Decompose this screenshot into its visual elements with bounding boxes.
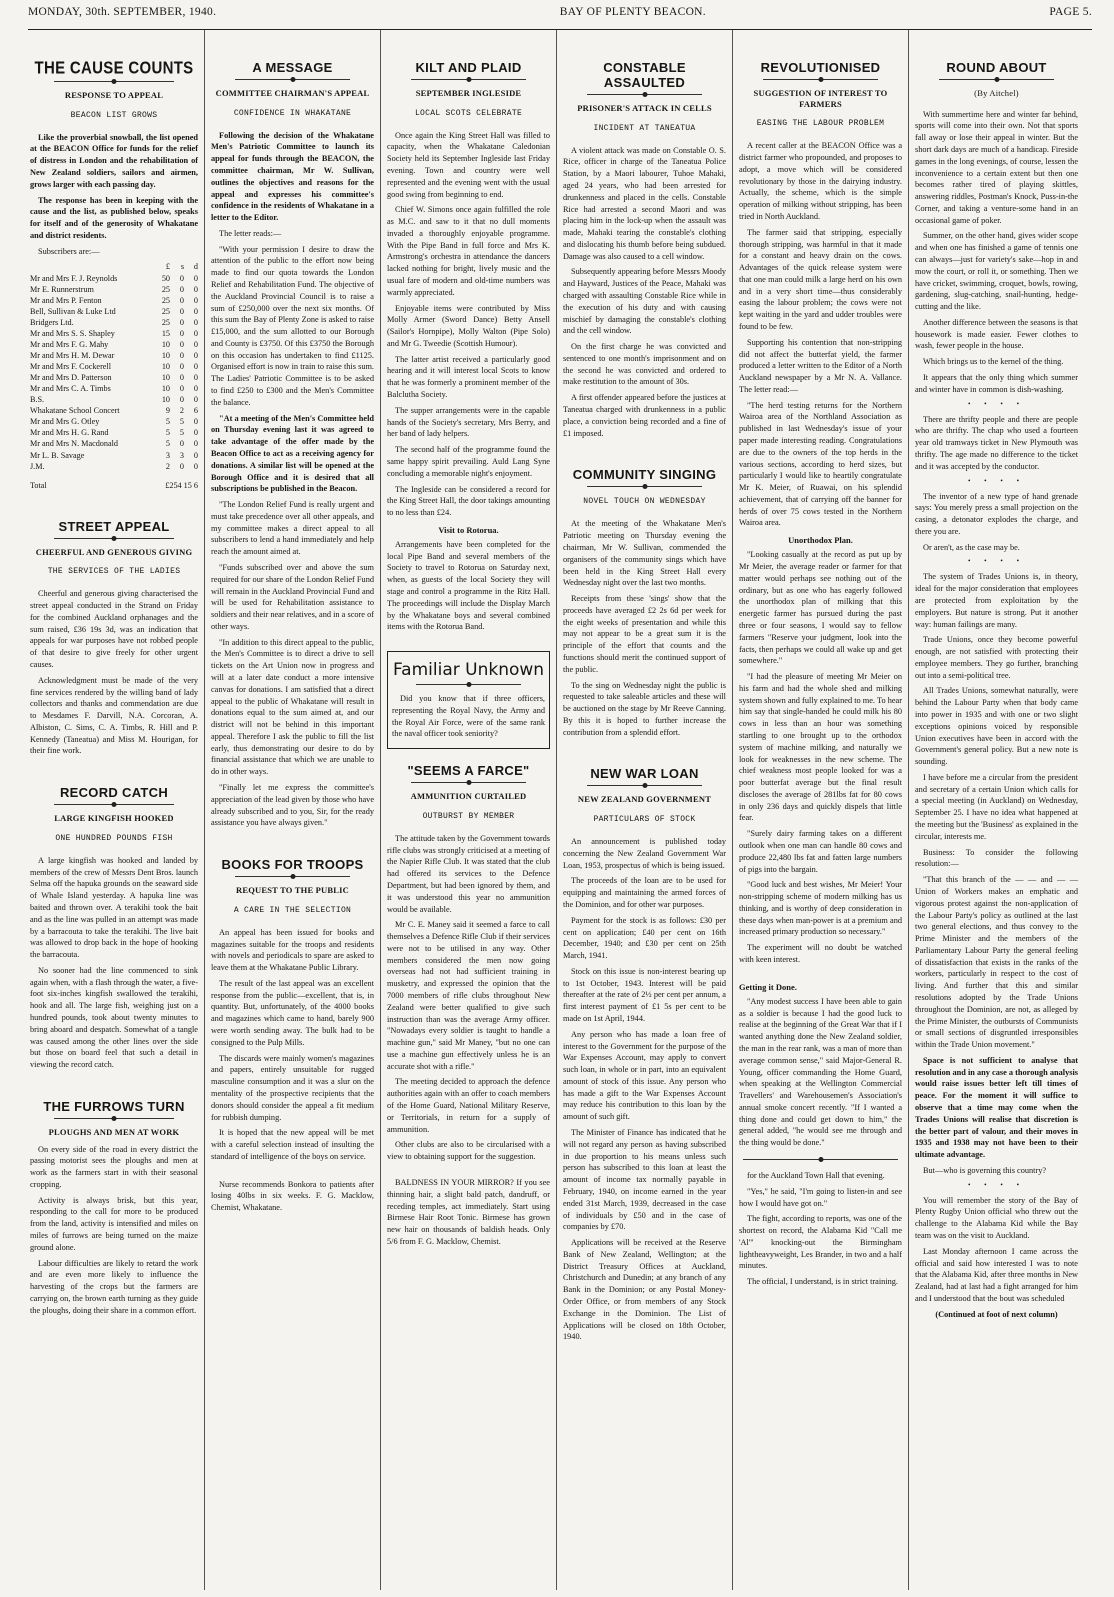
subscriber-name: Mr and Mrs F. J. Reynolds: [30, 273, 118, 283]
subscriber-row: [30, 350, 198, 361]
paragraph: Acknowledgment must be made of the very fine services rendered by the willing band of lady collectors and thanks and commendation are due to Mesdames F. Darvill, N.A. Corcoran, A. Albiston, C. Sims, C. A. Timbs, R. Hill and P. Kennedy (Taneatua) and Miss M. Hourigan, for their fine work.: [30, 675, 198, 756]
total-row: [30, 472, 198, 491]
amount-pounds: 9: [165, 406, 170, 416]
subscriber-name: Mr and Mrs H. M. Dewar: [30, 350, 115, 360]
paragraph: The Minister of Finance has indicated that he will not regard any person as having subscribed in due proportion to his means unless such person has subscribed to this loan at least the amount of income tax normally payable in February, 1940, on income earned in the year ended 31st March, 1939, decreased in the case of individuals by £50 and in the case of companies by £70.: [563, 1128, 726, 1232]
headline-seems-a-farce: "SEEMS A FARCE": [407, 763, 530, 779]
paragraph: Labour difficulties are likely to retard the work and are even more likely to influence the harvesting of the crops but the farmers are carrying on, the brown earth turning as they guide the ploughs, doing their share in a common effort.: [30, 1258, 198, 1315]
paragraph: The latter artist received a particularly good hearing and it will interest local Scots to know that he was formerly a prominent member of the Balclutha Society.: [387, 354, 550, 400]
paragraph: Enjoyable items were contributed by Miss Molly Armer (Sword Dance) Betty Ansell (Sailor's Hornpipe), Molly Walton (Pipe Solo) and Mr G. Tweedie (Scottish Humour).: [387, 303, 550, 348]
paragraph: Space is not sufficient to analyse that resolution and in any case a thorough analysis would raise issues better left till times of peace. For the moment it will suffice to observe that a time may come when the Trades Unions will realise that discretion is the better part of valour, and their moves in 1935 and 1938 may not have been to their ultimate advantage.: [915, 1055, 1078, 1160]
paragraph: "Yes," he said, "I'm going to listen-in and see how I would have got on.": [739, 1186, 902, 1208]
paragraph: Cheerful and generous giving characterised the street appeal conducted in the Strand on Friday for the combined Auckland orphanages and the sum raised, £36 19s 3d, was an indication that appeals for war purposes have not robbed people of that desire to give freely for other urgent causes.: [30, 589, 198, 669]
subscriber-row: [30, 438, 198, 449]
paragraph: "Finally let me express the committee's appreciation of the lead given by those who have already subscribed and to you, Sir, for the ready assistance you have always given.": [211, 783, 374, 828]
column-6: [908, 30, 1084, 1590]
amount-shillings: 0: [179, 395, 184, 405]
paragraph: "Looking casually at the record as put up by Mr Meier, the average reader or farmer for that matter would perhaps see nothing out of the ordinary, but as one who has eagerly followed the unorthodox plan of milking that this energetic farmer has pursued during the past three or four seasons, I would say to fellow farmers "Reserve your judgment, look into the facts, then perhaps we could all wake up and get somewhere.": [739, 550, 902, 666]
divider: [411, 782, 526, 783]
paragraph: Following the decision of the Whakatane Men's Patriotic Committee to launch its appeal for funds through the BEACON, the committee chairman, Mr W. Sullivan, outlines the objectives and reasons for the appeal and expresses his committee's confidence in the residents of Whakatane in a letter to the Editor.: [211, 130, 374, 223]
paragraph: "The London Relief Fund is really urgent and must take precedence over all other appeals, and my committee makes a direct appeal to all subscribers to lend a hand immediately and help reach the amount aimed at.: [211, 500, 374, 557]
kicker: OUTBURST BY MEMBER: [422, 811, 515, 821]
paragraph: An announcement is published today concerning the New Zealand Government War Loan, 1953, prospectus of which is being issued.: [563, 837, 726, 870]
kicker: INCIDENT AT TANEATUA: [593, 123, 696, 133]
section-heading: Visit to Rotorua.: [438, 524, 499, 535]
paragraph: "At a meeting of the Men's Committee held on Thursday evening last it was agreed to take advantage of the offer made by the Beacon Office to act as a receiving agency for donations. A similar list will be opened at the Borough Office and it is desired that all subscriptions be published in the Beacon.: [211, 413, 374, 494]
divider: [939, 79, 1054, 80]
amount-pounds: 25: [161, 306, 170, 316]
headline-new-war-loan: NEW WAR LOAN: [590, 766, 699, 782]
amount-shillings: 0: [179, 350, 184, 360]
familiar-unknown-box: [387, 651, 550, 749]
paragraph: "That this branch of the — — and — — Union of Workers makes an emphatic and vigorous protest against the non-application of the Labour Party's policy as outlined at the last two general elections, and thus convey to the Prime Minister and the members of the Parliamentary Labour Party the general feeling of dissatisfaction that exists in the ranks of the workers, particularly in respect to the cost of living. And further that this and similar resolutions adopted by the Trade Unions throughout the Dominion, are not, as alleged by the Prime Minister, the outbursts of Communists or small sections of disgruntled irresponsibles within the Trade Union movement.": [915, 875, 1078, 1050]
subhead: PRISONER'S ATTACK IN CELLS: [577, 103, 712, 113]
byline: (By Aitchel): [974, 88, 1019, 98]
paragraph: Receipts from these 'sings' show that the proceeds have averaged £2 2s 6d per week for the eight weeks of presentation and while this may not appear to be a great sum it is the principle of the effort that counts and the functions should merit the continued support of the public.: [563, 594, 726, 674]
kicker: BEACON LIST GROWS: [70, 110, 158, 120]
paragraph: "Any modest success I have been able to gain as a soldier is because I had the good luck to realise at the beginning of the Great War that if I wanted anything done the New Zealand soldier, the man in the rear rank, was a man of more than average common sense," said Major-General R. Young, officer commanding the Home Guard, when speaking at the Wellington Commercial Travellers' and Warehousemen's Association's annual smoke concert recently. "If I wanted a thing done and could get down to him," the general added, "he would see me through and the thing would be done.": [739, 996, 902, 1148]
paragraph: To the sing on Wednesday night the public is requested to take saleable articles and these will be auctioned on the stage by Mr Reeve Canning. By this it is hoped to further increase the contribution from a splendid effort.: [563, 680, 726, 737]
subhead: COMMITTEE CHAIRMAN'S APPEAL: [215, 88, 370, 98]
headline-revolutionised: REVOLUTIONISED: [760, 60, 881, 75]
subscriber-row: [30, 317, 198, 328]
kicker: EASING THE LABOUR PROBLEM: [756, 119, 885, 129]
section-separator: • • • •: [967, 557, 1026, 566]
paragraph: Other clubs are also to be circularised with a view to obtaining support for the suggestion.: [387, 1140, 550, 1162]
paragraph: Stock on this issue is non-interest bearing up to 1st October, 1943. Interest will be paid thereafter at the rate of 2½ per cent per annum, a first interest payment of £1 5s per cent to be made on 1st April, 1944.: [563, 966, 726, 1023]
amount-pence: 0: [193, 439, 198, 449]
paragraph: Payment for the stock is as follows: £30 per cent on application; £40 per cent on 16th December, 1940; and £30 per cent on 25th March, 1941.: [563, 915, 726, 961]
subscriber-name: Mr and Mrs H. G. Rand: [30, 428, 109, 438]
issue-date: MONDAY, 30th. SEPTEMBER, 1940.: [28, 6, 217, 18]
paragraph: "The herd testing returns for the Northern Wairoa area of the Northland Association as published in last Wednesday's issue of your paper made interesting reading. Congratulations are due to the owners of the top herds in the various sections, according to herd sizes, but particularly I would like to heartily congratulate Mr K. Meier, of Ruawai, on his splendid achievement, that of carrying off the banner for herds of over 75 cows tested in the Northern Wairoa area.: [739, 400, 902, 528]
subscriber-row: [30, 284, 198, 295]
subscriber-row: [30, 416, 198, 427]
headline-constable-assaulted: CONSTABLE ASSAULTED: [603, 60, 686, 90]
paragraph: "Funds subscribed over and above the sum required for our share of the London Relief Fund will remain in the Auckland Provincial Fund and will be used for Rehabilitation assistance to soldiers and their near relatives, and in a score of other ways.: [211, 562, 374, 631]
column-1: [28, 30, 204, 1590]
paragraph: Did you know that if three officers, representing the Royal Navy, the Army and the Royal Air Force, were of the same rank the naval officer took seniority?: [392, 694, 545, 739]
paragraph: Applications will be received at the Reserve Bank of New Zealand, Wellington; at the District Treasury Offices at Auckland, Christchurch and Dunedin; at any branch of any Bank in the Dominion; or any Postal Money-Order Office, or from members of any Stock Exchange in the Dominion. The List of Applications will be closed on 18th October, 1940.: [563, 1238, 726, 1342]
currency-pence: d: [193, 262, 198, 272]
subscriber-row: [30, 394, 198, 405]
paragraph: Chief W. Simons once again fulfilled the role as M.C. and saw to it that no dull moments invaded a thoroughly enjoyable programme. With the Pipe Band in full force and Mrs K. Armstrong's orchestra in attendance the dancers lacked nothing for bright, lively music and the usual fare of modern and old-time numbers was warmly appreciated.: [387, 205, 550, 297]
amount-pounds: 5: [165, 428, 170, 438]
paragraph: Another difference between the seasons is that housework is made easier. Fewer clothes to wash, fewer people in the house.: [915, 317, 1078, 351]
subscribers-rows: [30, 273, 198, 472]
subscriber-name: Mr and Mrs P. Fenton: [30, 295, 102, 305]
amount-shillings: 2: [179, 406, 184, 416]
amount-pence: 0: [193, 306, 198, 316]
paragraph: A violent attack was made on Constable O. S. Rice, officer in charge of the Taneatua Police Station, by a Maori labourer, Tuhoe Mahaki, aged 24 years, who had been arrested for drunkenness and placed in the cells. Constable Rice had arrested a second Maori and was placing him in the lock-up when the assault was made, Mahaki tearing the constable's clothing and dislocating his thumb before being subdued. Damage was also caused to a cell window.: [563, 145, 726, 261]
subhead: LARGE KINGFISH HOOKED: [54, 813, 174, 824]
subscriber-row: [30, 328, 198, 339]
subscriber-row: [30, 383, 198, 394]
headline-round-about: ROUND ABOUT: [946, 60, 1047, 75]
headline-a-message: A MESSAGE: [252, 60, 333, 75]
paragraph: The supper arrangements were in the capable hands of the Society's secretary, Mrs Berry, and her band of lady helpers.: [387, 405, 550, 439]
page-columns: [28, 30, 1094, 1590]
subscriber-name: Mr and Mrs C. A. Timbs: [30, 384, 111, 394]
paragraph: But—who is governing this country?: [923, 1165, 1047, 1175]
amount-pence: 0: [193, 362, 198, 371]
paragraph: No sooner had the line commenced to sink again when, with a flash through the water, a five-foot six-inches kingfish swallowed the terakihi, hook and all. The large fish, weighing just on a hundred pounds, took about twenty minutes to bring aboard and despatch. Somewhat of a tangle was caused among the other lines over the side but those on board feel that such a detail in viewing the record catch.: [30, 965, 198, 1070]
amount-shillings: 5: [179, 428, 184, 438]
amount-pence: 0: [193, 273, 198, 283]
amount-pounds: 2: [165, 461, 170, 471]
section-heading: Getting it Done.: [739, 981, 797, 992]
subscriber-name: Mr and Mrs S. S. Shapley: [30, 328, 115, 338]
paragraph: Or aren't, as the case may be.: [923, 542, 1020, 552]
paragraph: The fight, according to reports, was one of the shortest on record, the Alabama Kid "Call me 'Al'" knocking-out the Birmingham lightheavyweight, Les Brander, in two and a half minutes.: [739, 1214, 902, 1271]
subhead: CHEERFUL AND GENEROUS GIVING: [35, 546, 193, 557]
currency-shillings: s: [180, 262, 184, 272]
divider: [411, 79, 526, 80]
column-5: [732, 30, 908, 1590]
subscriber-name: Mr and Mrs F. Cockerell: [30, 362, 111, 371]
paragraph: The letter reads:—: [219, 228, 282, 238]
subscriber-row: [30, 427, 198, 438]
paragraph: Which brings us to the kernel of the thing.: [923, 357, 1064, 367]
subscribers-table: [30, 261, 198, 490]
paragraph: A large kingfish was hooked and landed by members of the crew of Messrs Dent Bros. launch Selma off the hapuka grounds on the seaward side of Whale Island yesterday. A hapuka line was baited and thrown over. A terakihi took the bait and as the line was pulled in an attempt was made by a barracouta to take the terakihi. The live bait was allowed to drop back in the hope of hooking the barracouta.: [30, 855, 198, 960]
paragraph: Subsequently appearing before Messrs Moody and Hayward, Justices of the Peace, Mahaki was charged with assaulting Constable Rice while in the execution of his duty and with causing mischief by damaging the constable's clothing and the cell window.: [563, 267, 726, 336]
amount-pounds: 25: [161, 295, 170, 305]
headline-furrows-turn: THE FURROWS TURN: [43, 1098, 185, 1114]
amount-pence: 0: [193, 317, 198, 327]
section-separator: • • • •: [967, 476, 1026, 485]
amount-shillings: 0: [179, 284, 184, 294]
divider: [587, 486, 702, 487]
paragraph: You will remember the story of the Bay of Plenty Rugby Union official who threw out the challenge to the Alabama Kid while the Bay team was on the visit to Auckland.: [915, 1195, 1078, 1241]
divider: [763, 79, 878, 80]
paragraph: A recent caller at the BEACON Office was a district farmer who propounded, and proposes to adopt, a move which will be considered revolutionary by those in the dairying industry. Actually, the scheme, which is the simple operation of milking without stripping, has been tried in North Auckland.: [739, 141, 902, 221]
section-separator: • • • •: [967, 1180, 1026, 1189]
paragraph: An appeal has been issued for books and magazines suitable for the troops and residents with novels and periodicals to spare are asked to leave them at the Whakatane Public Library.: [211, 927, 374, 973]
paragraph: I have before me a circular from the president and secretary of a certain Union which calls for a special meeting (in Auckland) on Wednesday, September 25. I have no idea what happened at the meeting but the 'Business' as explained in the circular, interests me.: [915, 772, 1078, 841]
subscriber-name: J.M.: [30, 461, 45, 471]
amount-shillings: 0: [179, 339, 184, 349]
amount-pence: 0: [193, 284, 198, 294]
paragraph: Trade Unions, once they become powerful enough, are not satisfied with protecting their employee members. They go further, branching out into a semi-political tree.: [915, 635, 1078, 680]
subscriber-name: Bell, Sullivan & Luke Ltd: [30, 306, 116, 316]
paragraph: The farmer said that stripping, especially thorough stripping, was harmful in that it made for a constant and heavy drain on the cows. Advantages of the quick release system were that one man could milk a large herd on his own and in a very short time—thus considerably easing the labour problem; the cows were not kept waiting in the yard and udder troubles were found to be few.: [739, 227, 902, 331]
amount-pence: 0: [193, 417, 198, 427]
paragraph: Any person who has made a loan free of interest to the Government for the purpose of the War Expenses Account, may apply to convert such loan, in whole or in part, into an equivalent amount of stock of this issue. Any person who has made a gift to the War Expenses Account may reduce his contribution to this loan by the amount of such gift.: [563, 1029, 726, 1122]
section-separator: • • • •: [967, 399, 1026, 408]
amount-shillings: 0: [179, 328, 184, 338]
column-2: [204, 30, 380, 1590]
subscriber-row: [30, 450, 198, 461]
paragraph: On the first charge he was convicted and sentenced to one month's imprisonment and on the second he was convicted and ordered to make restitution to the amount of 30s.: [563, 342, 726, 387]
paragraph: The Ingleside can be considered a record for the King Street Hall, the door takings amounting to no less than £24.: [387, 484, 550, 518]
subscriber-row: [30, 273, 198, 284]
subscriber-name: Bridgers Ltd.: [30, 317, 74, 327]
divider: [54, 81, 174, 82]
paragraph: Summer, on the other hand, gives wider scope and when one has finished a game of tennis one can always—just for variety's sake—hop in and mow the court, or roll it, or something. Then we have cricket, swimming, croquet, bowls, rowing, gardening, slug-catching, snail-hunting, hedge-cutting and the like.: [915, 231, 1078, 312]
paragraph: The result of the last appeal was an excellent response from the public—excellent, that is, in quantity. But, unfortunately, of the 4000 books and magazines which came to hand, barely 900 were worth sending away. The bulk had to be consigned to the Pulp Mills.: [211, 978, 374, 1047]
paragraph: The inventor of a new type of hand grenade says: You merely press a small projection on the casing, a detonator explodes the charge, and there you are.: [915, 491, 1078, 536]
kicker: THE SERVICES OF THE LADIES: [47, 567, 181, 577]
currency-pounds: £: [165, 262, 170, 272]
amount-pence: 6: [193, 406, 198, 416]
divider: [743, 1159, 898, 1160]
subhead: REQUEST TO THE PUBLIC: [236, 885, 349, 896]
subhead: PLOUGHS AND MEN AT WORK: [48, 1126, 180, 1137]
divider: [587, 94, 702, 95]
paper-name: BAY OF PLENTY BEACON.: [559, 6, 706, 18]
paragraph: It is hoped that the new appeal will be met with a careful selection instead of insulting the standard of intelligence of the boys on service.: [211, 1128, 374, 1161]
headline-community-singing: COMMUNITY SINGING: [572, 467, 717, 483]
amount-pounds: 50: [161, 273, 170, 283]
subhead: RESPONSE TO APPEAL: [64, 90, 164, 100]
amount-pence: 0: [193, 295, 198, 305]
amount-pounds: 25: [161, 317, 170, 327]
amount-pounds: 5: [165, 439, 170, 449]
amount-pence: 0: [193, 328, 198, 338]
subscriber-name: B.S.: [30, 395, 45, 405]
column-4: [556, 30, 732, 1590]
paragraph: "In addition to this direct appeal to the public, the Men's Committee is to direct a drive to sell tickets on the Art Union now in progress and will at a later date conduct a more intensive canvas for donations. I am satisfied that a direct appeal to the public of Whakatane will result in donations equal to the sum aimed at, and our district will not be behind in this important appeal. Therefore I ask the public to fill the list early, thus demonstrating our desire to do by financial assistance that which we are unable to do in other ways.: [211, 637, 374, 777]
total-label: Total: [30, 480, 47, 490]
amount-pence: 0: [193, 339, 198, 349]
paragraph: The proceeds of the loan are to be used for equipping and maintaining the armed forces of the Dominion, and for other war purposes.: [563, 876, 726, 909]
paragraph: Once again the King Street Hall was filled to capacity, when the Whakatane Caledonian Society held its September Ingleside last Friday evening. Town and country were well represented and the evening went with the usual good swing from beginning to end.: [387, 130, 550, 199]
kicker: LOCAL SCOTS CELEBRATE: [414, 108, 523, 118]
paragraph: for the Auckland Town Hall that evening.: [747, 1170, 885, 1180]
kicker: ONE HUNDRED POUNDS FISH: [55, 833, 173, 843]
paragraph: Activity is always brisk, but this year, responding to the call for more to be produced from the land, activity is intensified and miles on miles of furrows are being turned on the maize ground alone.: [30, 1195, 198, 1252]
subscriber-row: [30, 295, 198, 306]
amount-pence: 0: [193, 450, 198, 460]
subscriber-name: Mr L. B. Savage: [30, 450, 85, 460]
column-3: [380, 30, 556, 1590]
subscriber-row: [30, 339, 198, 350]
headline-street-appeal: STREET APPEAL: [58, 518, 170, 534]
subscriber-row: [30, 372, 198, 383]
amount-pounds: 10: [161, 339, 170, 349]
kicker: A CARE IN THE SELECTION: [233, 905, 352, 915]
paragraph: Business: To consider the following resolution:—: [915, 847, 1078, 869]
paragraph: At the meeting of the Whakatane Men's Patriotic meeting on Thursday evening the chairman, Mr W. Sullivan, commended the organisers of the community sings which have been held in the King Street Hall every Wednesday night over the last two months.: [563, 519, 726, 588]
amount-pence: 0: [193, 350, 198, 360]
subscriber-name: Whakatane School Concert: [30, 406, 120, 416]
subhead: AMMUNITION CURTAILED: [410, 791, 527, 802]
paragraph: Supporting his contention that non-stripping did not affect the butterfat yield, the farmer produced a letter written to the Editor of a North Auckland newspaper by a Mr N. A. Vallance. The letter read:—: [739, 337, 902, 394]
paragraph: A first offender appeared before the justices at Taneatua charged with drunkenness in a public place, a conviction being recorded and a fine of £1 imposed.: [563, 393, 726, 438]
subhead: SEPTEMBER INGLESIDE: [415, 88, 522, 98]
paragraph: On every side of the road in every district the passing motorist sees the ploughs and men at work as the farmers start in with their seasonal cropping.: [30, 1144, 198, 1189]
continued-note: (Continued at foot of next column): [935, 1309, 1058, 1319]
amount-shillings: 3: [179, 450, 184, 460]
paragraph: The official, I understand, is in strict training.: [747, 1277, 898, 1287]
subhead: SUGGESTION OF INTEREST TO FARMERS: [753, 88, 888, 109]
paragraph: The system of Trades Unions is, in theory, ideal for the major consideration that employees are protected from exploitation by the employers. But nature is strong. Put it another way: human failings are many.: [915, 572, 1078, 629]
headline-kilt-and-plaid: KILT AND PLAID: [415, 60, 522, 75]
subscriber-name: Mr and Mrs G. Otley: [30, 417, 100, 427]
masthead: [28, 6, 1092, 30]
total-value: £254 15 6: [165, 480, 198, 490]
paragraph: The second half of the programme found the same happy spirit prevailing. Auld Lang Syne concluding a memorable night's enjoyment.: [387, 445, 550, 478]
subscribers-label: Subscribers are:—: [38, 246, 100, 256]
amount-shillings: 0: [179, 306, 184, 316]
amount-pounds: 10: [161, 395, 170, 405]
amount-pounds: 5: [165, 417, 170, 427]
paragraph: "Good luck and best wishes, Mr Meier! Your non-stripping scheme of modern milking has us thinking, and is worthy of deep consideration in these days when man-power is at a premium and increased primary production so necessary.": [739, 880, 902, 937]
paragraph: The response has been in keeping with the cause and the list, as published below, speaks for itself and of the generosity of Whakatane and district residents.: [30, 195, 198, 240]
paragraph: It appears that the only thing which summer and winter have in common is dish-washing.: [915, 373, 1078, 394]
subscriber-name: Mr and Mrs F. G. Mahy: [30, 339, 109, 349]
kicker: NOVEL TOUCH ON WEDNESDAY: [583, 497, 706, 507]
amount-pence: 0: [193, 428, 198, 438]
divider: [54, 1118, 174, 1119]
paragraph: Mr C. E. Maney said it seemed a farce to call themselves a Defence Rifle Club if their services were not to be utilised in any way. Other members considered the men now going overseas had not had sufficient training in musketry, and expressed the opinion that the 7000 members of rifle clubs throughout New Zealand were better qualified to give such instruction than was the average Army officer. "Nowadays every soldier is taught to handle a machine gun," said Mr Maney, "but no one can use a machine gun effectively unless he is an accurate shot with a rifle.": [387, 920, 550, 1071]
page-number: PAGE 5.: [1049, 6, 1092, 18]
paragraph: There are thrifty people and there are people who are thrifty. The chap who used a fourteen year old tramways ticket in New Plymouth was thrifty. The age made no difference to the ticket and it was accepted by the conductor.: [915, 414, 1078, 471]
subscriber-row: [30, 306, 198, 317]
amount-pence: 0: [193, 461, 198, 471]
headline-cause-counts: THE CAUSE COUNTS: [34, 58, 194, 79]
headline-familiar-unknown: Familiar Unknown: [392, 660, 545, 681]
amount-pounds: 25: [161, 284, 170, 294]
amount-pounds: 10: [161, 384, 170, 394]
amount-shillings: 0: [179, 317, 184, 327]
amount-shillings: 0: [179, 273, 184, 283]
paragraph: "With your permission I desire to draw the attention of the public to the effort now being made to find our quota towards the London Relief and Rehabilitation Fund. The objective of the Auckland Provincial Council is to raise a sum of £250,000 over the next six months. Of this sum the Bay of Plenty Zone is asked to raise £15,000, and the sum allotted to our Borough and County is £3750. Of this £3750 the Borough on this occasion has undertaken to find £1125. Organised effort is now in train to raise this sum. The Ladies' Patriotic Committee is to be asked to find £250 to £300 and the Men's Committee the balance.: [211, 244, 374, 407]
divider: [235, 876, 350, 877]
divider: [54, 804, 174, 805]
kicker: CONFIDENCE IN WHAKATANE: [233, 108, 352, 118]
amount-pence: 0: [193, 373, 198, 383]
headline-books-for-troops: BOOKS FOR TROOPS: [221, 857, 364, 873]
paragraph: All Trades Unions, somewhat naturally, were behind the Labour Party when that body came into power in 1935 and with one or two slight exceptions opinions voiced by responsible Union executives have been in accord with the Government's general policy. But a new note is sounding.: [915, 686, 1078, 767]
section-heading: Unorthodox Plan.: [788, 535, 853, 546]
subscriber-name: Mr and Mrs D. Patterson: [30, 373, 112, 383]
subscriber-row: [30, 461, 198, 472]
amount-pounds: 3: [165, 450, 170, 460]
paragraph: The experiment will no doubt be watched with keen interest.: [739, 943, 902, 965]
paragraph: Like the proverbial snowball, the list opened at the BEACON Office for funds for the relief of distress in London and the rehabilitation of New Zealand soldiers, sailors and airmen, grows larger with each passing day.: [30, 132, 198, 189]
amount-pounds: 10: [161, 350, 170, 360]
amount-pounds: 15: [161, 328, 170, 338]
paragraph: With summertime here and winter far behind, sports will come into their own. Not that sports fall away or lose their appeal in winter. But the short dark days are much of a handicap. Fireside games in the long evenings, of course, lessen the inconvenience to a certain extent but then one becomes rather tired of playing skittles, answering riddles, Postman's Knock, Puss-in-the Corner, and taking a venture-some hand in an occasional game of poker.: [915, 109, 1078, 225]
paragraph: Arrangements have been completed for the local Pipe Band and several members of the Society to travel to Rotorua on Saturday next, when, as guests of the local Society they will stage and control a programme in the Ritz Hall. The proceedings will include the Display March by the Whakatane boys and several combined items with the Rotorua Band.: [387, 539, 550, 632]
paragraph: The meeting decided to approach the defence authorities again with an offer to coach members of the Home Guard, National Military Reserve, or Territorials, in return for a supply of ammunition.: [387, 1077, 550, 1134]
subscriber-row: [30, 405, 198, 416]
amount-pence: 0: [193, 384, 198, 394]
amount-shillings: 0: [179, 373, 184, 383]
amount-shillings: 5: [179, 417, 184, 427]
divider: [235, 79, 350, 80]
advertisement: Nurse recommends Bonkora to patients after losing 40lbs in six weeks. F. G. Macklow, Chemist, Whakatane.: [211, 1179, 374, 1213]
amount-shillings: 0: [179, 439, 184, 449]
divider: [416, 684, 521, 685]
amount-shillings: 0: [179, 362, 184, 371]
subscriber-name: Mr E. Runnerstrum: [30, 284, 94, 294]
amount-shillings: 0: [179, 295, 184, 305]
paragraph: "Surely dairy farming takes on a different outlook when one man can handle 80 cows and produce 22,480 lbs fat and fatten large numbers of pigs into the bargain.: [739, 829, 902, 874]
amount-pounds: 10: [161, 373, 170, 383]
amount-pence: 0: [193, 395, 198, 405]
subscriber-row: [30, 361, 198, 372]
currency-header: [30, 261, 198, 272]
paragraph: Last Monday afternoon I came across the official and said how interested I was to note that the Alabama Kid, after three months in New Zealand, had at last had a fight arranged for him and I understood that the bout was scheduled: [915, 1246, 1078, 1303]
divider: [587, 785, 702, 786]
paragraph: The discards were mainly women's magazines and papers, entirely unsuitable for rugged masculine consumption and it was a slur on the mentality of the prospective recipients that the donors should consider the appeal a fit medium for rubbish dumping.: [211, 1053, 374, 1122]
paragraph: The attitude taken by the Government towards rifle clubs was strongly criticised at a meeting of the Napier Rifle Club. It was stated that the club had offered its services to the Defence Department, but had been ignored by them, and it was understood this year no ammunition would be available.: [387, 833, 550, 914]
divider: [54, 538, 174, 539]
subscriber-name: Mr and Mrs N. Macdonald: [30, 439, 118, 449]
advertisement: BALDNESS IN YOUR MIRROR? If you see thinning hair, a slight bald patch, dandruff, or receding temples, act immediately. Start using Birmese Hair Root Tonic. Birmese has grown new hair on thousands of baldish heads. Only 5/6 from F. G. Macklow, Chemist.: [387, 1177, 550, 1246]
paragraph: "I had the pleasure of meeting Mr Meier on his farm and had the whole shed and milking system shown and fully explained to me. To hear him say that single-handed he could milk his 80 cows in less than an hour was something startling to one brought up to the orthodox system of machine milking, and naturally we look for weaknesses in the new scheme. The chief weakness most people looked for was a poor butterfat average but the final result discloses the average of 281lbs fat for 80 cows in only 236 days and quickly dispels that little fear.: [739, 672, 902, 823]
amount-pounds: 10: [161, 362, 170, 371]
subhead: NEW ZEALAND GOVERNMENT: [577, 794, 712, 805]
kicker: PARTICULARS OF STOCK: [593, 815, 696, 825]
amount-shillings: 0: [179, 461, 184, 471]
amount-shillings: 0: [179, 384, 184, 394]
headline-record-catch: RECORD CATCH: [59, 785, 169, 801]
